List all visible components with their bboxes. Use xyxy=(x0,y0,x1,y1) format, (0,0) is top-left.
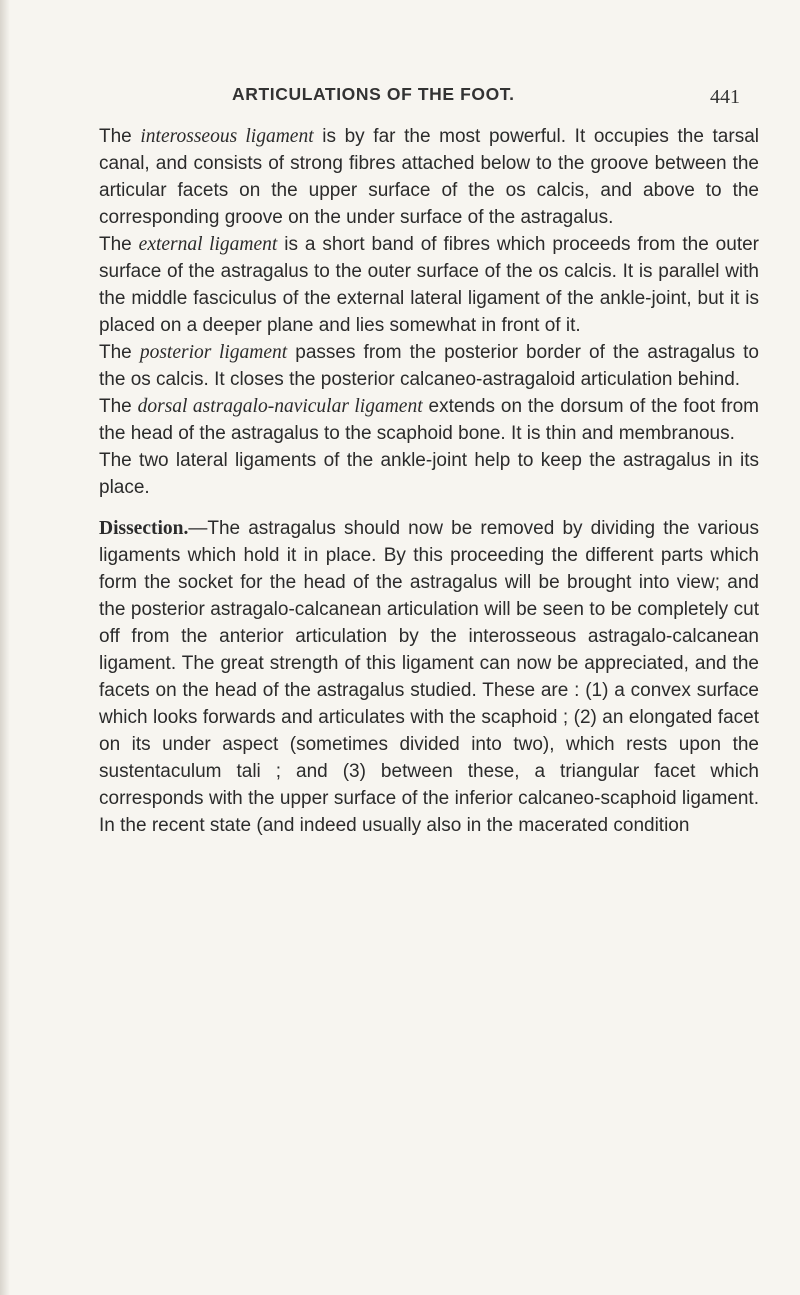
paragraph-lead: The xyxy=(99,396,138,417)
paragraph-body: is a short band of fibres which proceeds from the outer surface of the astragalus to the outer surface of the os calcis. It is parallel with the middle fasciculus of the external lateral ligament of the ankle-joint, but it is placed on a deeper plane and lies somewhat in front of it. xyxy=(99,234,759,336)
paragraph-posterior-ligament xyxy=(99,339,759,393)
dissection-text: —The astragalus should now be removed by dividing the various ligaments which hold it in place. By this proceeding the different parts which form the socket for the head of the astragalus will be brought into view; and the posterior astragalo-calcanean articulation will be seen to be completely cut off from the anterior articulation by the interosseous astragalo-calcanean ligament. The great strength of this ligament can now be appreciated, and the facets on the head of the astragalus studied. These are : (1) a convex surface which looks forwards and articulates with the scaphoid ; (2) an elongated facet on its under aspect (sometimes divided into two), which rests upon the sustentaculum tali ; and (3) between these, a triangular facet which corresponds with the upper surface of the inferior calcaneo-scaphoid ligament. In the recent state (and indeed usually also in the macerated condition xyxy=(99,518,759,836)
paragraph-body: The two lateral ligaments of the ankle-joint help to keep the astragalus in its place. xyxy=(99,450,759,498)
paragraph-lateral-ligaments xyxy=(99,447,759,501)
body-text xyxy=(99,123,759,839)
paragraph-body: extends on the dorsum of the foot from the head of the astragalus to the scaphoid bone. It is thin and membranous. xyxy=(99,396,759,444)
paragraph-gap xyxy=(99,501,759,515)
page-number: 441 xyxy=(710,86,740,108)
term-dorsal-astragalo-navicular-ligament: dorsal astragalo-navicular ligament xyxy=(137,396,423,417)
paragraph-dorsal-ligament xyxy=(99,393,759,447)
paragraph-dissection xyxy=(99,515,759,839)
running-head xyxy=(100,84,740,114)
dissection-heading: Dissection. xyxy=(99,518,189,539)
paragraph-external-ligament xyxy=(99,231,759,339)
paragraph-lead: The xyxy=(99,234,139,255)
paragraph-body: is by far the most powerful. It occupies the tarsal canal, and consists of strong fibres attached below to the groove between the articular facets on the upper surface of the os calcis, and above to the corresponding groove on the under surface of the astragalus. xyxy=(99,126,759,228)
page-edge-shadow xyxy=(0,0,10,1295)
paragraph-body: passes from the posterior border of the astragalus to the os calcis. It closes the posterior calcaneo-astragaloid articulation behind. xyxy=(99,342,759,390)
paragraph-lead: The xyxy=(99,126,141,147)
running-title: ARTICULATIONS OF THE FOOT. xyxy=(232,84,515,104)
term-interosseous-ligament: interosseous ligament xyxy=(140,126,314,147)
paragraph-interosseous-ligament xyxy=(99,123,759,231)
paragraph-lead: The xyxy=(99,342,140,363)
term-posterior-ligament: posterior ligament xyxy=(139,342,288,363)
term-external-ligament: external ligament xyxy=(138,234,278,255)
